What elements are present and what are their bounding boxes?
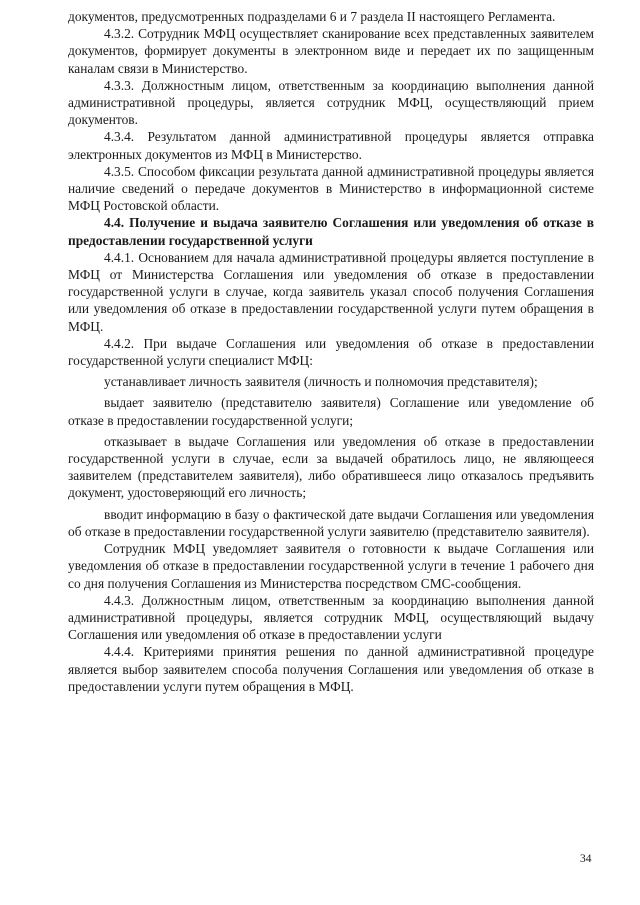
list-item-identify: устанавливает личность заявителя (личность и полномочия представителя); <box>104 374 538 390</box>
section-heading-4-4: 4.4. Получение и выдача заявителю Соглашения или уведомления об отказе в предоставлении государственной услуги <box>68 215 594 248</box>
paragraph-4-4-2: 4.4.2. При выдаче Соглашения или уведомления об отказе в предоставлении государственной услуги специалист МФЦ: <box>68 335 594 369</box>
document-page <box>68 8 594 695</box>
paragraph-4-4-4: 4.4.4. Критериями принятия решения по данной административной процедуре является выбор заявителем способа получения Соглашения или уведомления об отказе в предоставлении услуги путем обращения в МФЦ. <box>68 644 594 694</box>
paragraph-4-3-2: 4.3.2. Сотрудник МФЦ осуществляет сканирование всех представленных заявителем документов, формирует документы в электронном виде и передает их по защищенным каналам связи в Министерство. <box>68 26 594 76</box>
list-item-issue: выдает заявителю (представителю заявителя) Соглашение или уведомление об отказе в предоставлении государственной услуги; <box>68 395 594 428</box>
list-item-refuse: отказывает в выдаче Соглашения или уведомления об отказе в предоставлении государственной услуги в случае, если за выдачей обратилось лицо, не являющееся заявителем (представителем заявителя), либо обратившееся лицо отказалось предъявить документ, удостоверяющий его личность; <box>68 433 594 501</box>
list-item-record: вводит информацию в базу о фактической дате выдачи Соглашения или уведомления об отказе в предоставлении государственной услуги заявителю (представителю заявителя). <box>68 506 594 539</box>
paragraph-4-4-1: 4.4.1. Основанием для начала административной процедуры является поступление в МФЦ от Министерства Соглашения или уведомления об отказе в предоставлении государственной услуги в случае, когда заявитель указал способ получения Соглашения или уведомления об отказе в предоставлении государственной услуги путем обращения в МФЦ. <box>68 249 594 334</box>
paragraph-4-3-3: 4.3.3. Должностным лицом, ответственным за координацию выполнения данной административной процедуры, является сотрудник МФЦ, осуществляющий прием документов. <box>68 77 594 128</box>
page-number: 34 <box>580 853 592 865</box>
paragraph-4-4-3: 4.4.3. Должностным лицом, ответственным за координацию выполнения данной административной процедуры, является сотрудник МФЦ, осуществляющий выдачу Соглашения или уведомления об отказе в предоставлении услуги <box>68 592 594 643</box>
paragraph-4-3-5: 4.3.5. Способом фиксации результата данной административной процедуры является наличие сведений о передаче документов в Министерство в информационной системе МФЦ Ростовской области. <box>68 163 594 214</box>
paragraph-4-3-4: 4.3.4. Результатом данной административной процедуры является отправка электронных документов из МФЦ в Министерство. <box>68 129 594 162</box>
paragraph-continuation: документов, предусмотренных подразделами 6 и 7 раздела II настоящего Регламента. <box>68 9 556 24</box>
paragraph-notification: Сотрудник МФЦ уведомляет заявителя о готовности к выдаче Соглашения или уведомления об отказе в предоставлении государственной услуги в течение 1 рабочего дня со дня получения Соглашения из Министерства посредством СМС-сообщения. <box>68 541 594 591</box>
